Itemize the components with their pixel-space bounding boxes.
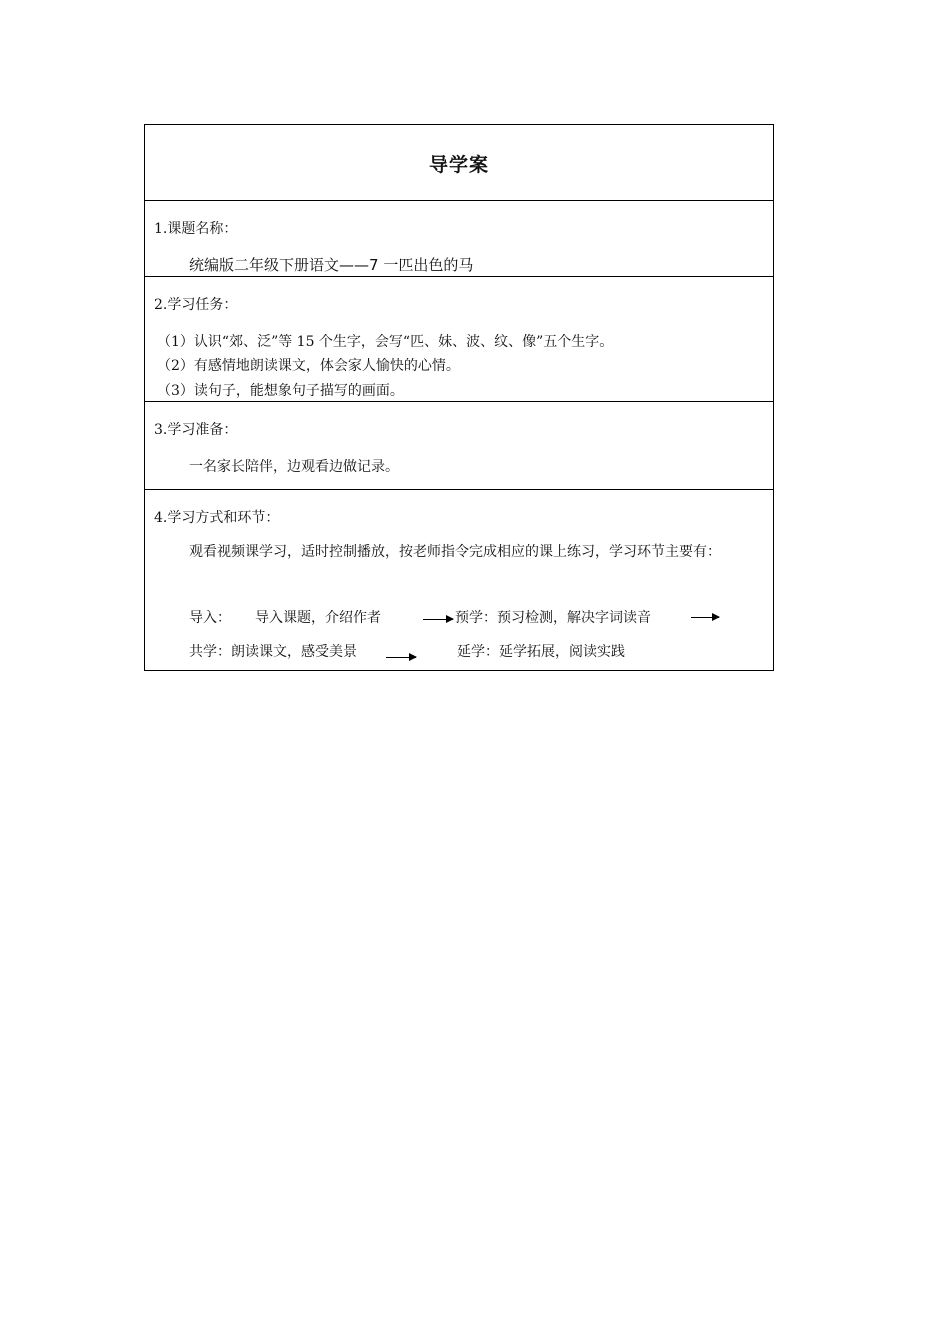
- task-item: （1）认识“郊、泛”等 15 个生字，会写“匹、妹、波、纹、像”五个生字。: [157, 334, 614, 350]
- tasks-section: [145, 276, 773, 401]
- arrow-right-icon: [423, 619, 453, 620]
- method-text: 观看视频课学习，适时控制播放，按老师指令完成相应的课上练习，学习环节主要有：: [189, 544, 721, 560]
- document-title: 导学案: [428, 154, 489, 176]
- arrow-right-icon: [386, 657, 416, 658]
- course-section: [145, 200, 773, 276]
- arrow-right-icon: [691, 617, 719, 618]
- step-extend: 延学：延学拓展，阅读实践: [457, 644, 625, 660]
- task-item: （2）有感情地朗读课文，体会家人愉快的心情。: [157, 358, 460, 374]
- method-section: [145, 489, 773, 670]
- step-intro-text: 导入课题，介绍作者: [255, 610, 381, 626]
- preparation-heading: 3.学习准备：: [154, 422, 238, 438]
- tasks-heading: 2.学习任务：: [154, 297, 238, 313]
- step-shared: 共学：朗读课文，感受美景: [189, 644, 357, 660]
- course-name: 统编版二年级下册语文——7 一匹出色的马: [189, 256, 474, 274]
- preparation-text: 一名家长陪伴，边观看边做记录。: [189, 459, 399, 475]
- step-preview: 预学：预习检测，解决字词读音: [455, 610, 651, 626]
- task-item: （3）读句子，能想象句子描写的画面。: [157, 383, 404, 399]
- title-row: [145, 125, 773, 200]
- preparation-section: [145, 401, 773, 489]
- course-heading: 1.课题名称：: [154, 221, 238, 237]
- step-intro-label: 导入：: [189, 610, 231, 626]
- method-heading: 4.学习方式和环节：: [154, 510, 280, 526]
- study-guide-table: [144, 124, 774, 671]
